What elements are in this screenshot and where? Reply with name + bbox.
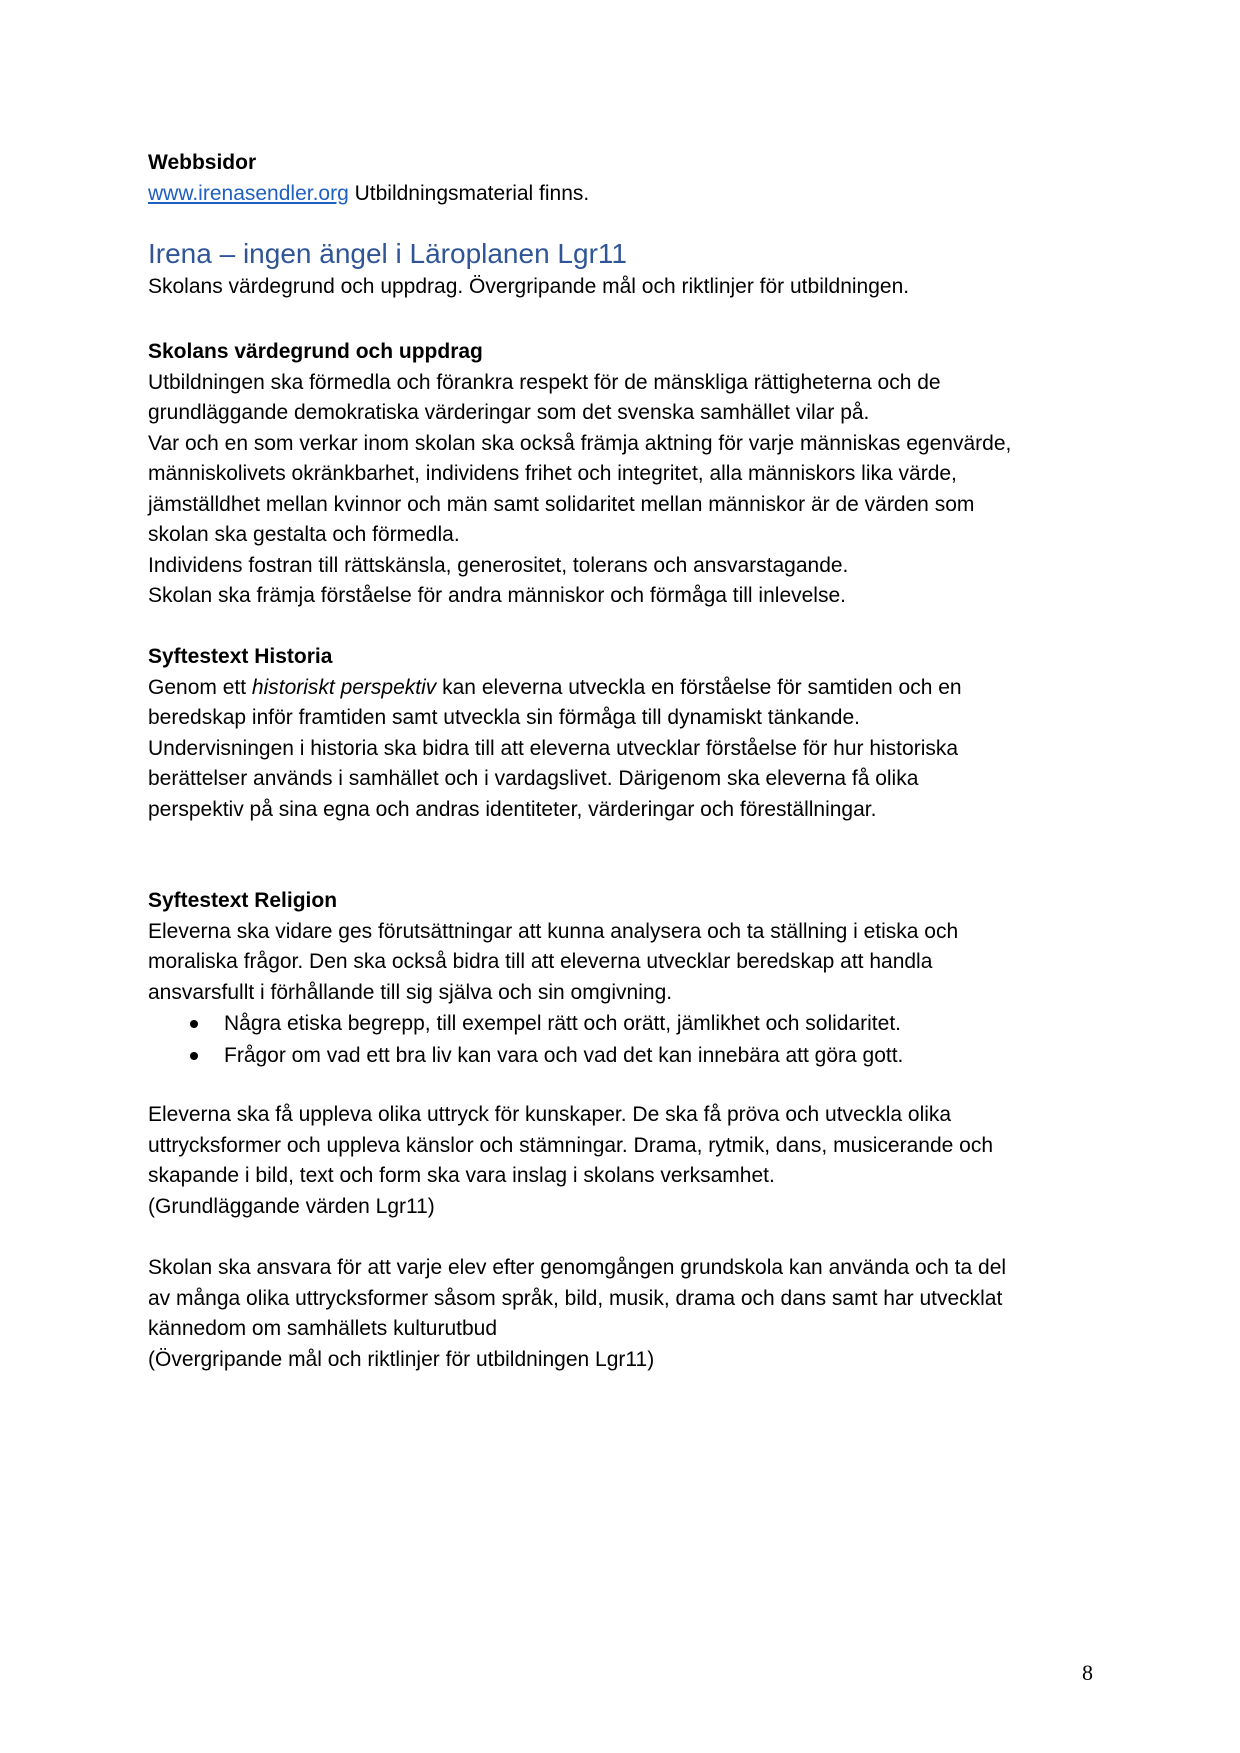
bullet-text: Några etiska begrepp, till exempel rätt och orätt, jämlikhet och solidaritet. xyxy=(224,1012,901,1035)
uttryck-line: Eleverna ska få uppleva olika uttryck för kunskaper. De ska få pröva och utveckla olika xyxy=(148,1103,952,1126)
intro-line: Skolans värdegrund och uppdrag. Övergripande mål och riktlinjer för utbildningen. xyxy=(148,275,910,298)
bullet-icon xyxy=(190,1052,198,1060)
uttryck-line: uttrycksformer och uppleva känslor och stämningar. Drama, rytmik, dans, musicerande och xyxy=(148,1133,994,1157)
historia-line: beredskap inför framtiden samt utveckla sin förmåga till dynamiskt tänkande. xyxy=(148,706,861,729)
vardegrund-section xyxy=(148,337,1108,612)
vardegrund-line: Individens fostran till rättskänsla, generositet, tolerans och ansvarstagande. xyxy=(148,553,849,577)
vardegrund-line: människolivets okränkbarhet, individens frihet och integritet, alla människors lika värde, xyxy=(148,462,957,485)
webbsidor-section xyxy=(148,148,1108,209)
page-number: 8 xyxy=(1082,1660,1093,1685)
historia-line1-pre: Genom ett xyxy=(148,675,252,699)
vardegrund-line: Skolan ska främja förståelse för andra människor och förmåga till inlevelse. xyxy=(148,584,846,607)
vardegrund-line: skolan ska gestalta och förmedla. xyxy=(148,523,460,546)
historia-line xyxy=(148,673,1108,704)
religion-section xyxy=(148,886,1108,1072)
webbsidor-link-suffix: Utbildningsmaterial finns. xyxy=(348,181,590,205)
irenasendler-link[interactable]: www.irenasendler.org xyxy=(148,181,349,205)
ansvar-section xyxy=(148,1253,1108,1375)
list-item xyxy=(148,1040,1108,1072)
religion-line: moraliska frågor. Den ska också bidra till att eleverna utvecklar beredskap att handla xyxy=(148,950,933,973)
vardegrund-line: Utbildningen ska förmedla och förankra respekt för de mänskliga rättigheterna och de xyxy=(148,370,941,394)
religion-title: Syftestext Religion xyxy=(148,889,338,912)
uttryck-line: skapande i bild, text och form ska vara inslag i skolans verksamhet. xyxy=(148,1164,775,1187)
vardegrund-line: jämställdhet mellan kvinnor och män samt solidaritet mellan människor är de värden som xyxy=(148,492,975,516)
bullet-icon xyxy=(190,1020,198,1028)
uttryck-citation: (Grundläggande värden Lgr11) xyxy=(148,1194,435,1218)
historia-line1-post: kan eleverna utveckla en förståelse för samtiden och en xyxy=(436,675,962,699)
ansvar-line: kännedom om samhällets kulturutbud xyxy=(148,1317,498,1340)
ansvar-line: Skolan ska ansvara för att varje elev efter genomgången grundskola kan använda och ta del xyxy=(148,1256,1007,1279)
lgr11-section xyxy=(148,236,1108,303)
vardegrund-line: Var och en som verkar inom skolan ska också främja aktning för varje människas egenvärde, xyxy=(148,431,1012,455)
historia-italic-phrase: historiskt perspektiv xyxy=(251,675,437,699)
historia-line: Undervisningen i historia ska bidra till att eleverna utvecklar förståelse för hur historiska xyxy=(148,736,959,760)
vardegrund-title: Skolans värdegrund och uppdrag xyxy=(148,340,483,363)
historia-section xyxy=(148,642,1108,825)
list-item xyxy=(148,1008,1108,1040)
historia-title: Syftestext Historia xyxy=(148,645,333,668)
webbsidor-title: Webbsidor xyxy=(148,151,257,174)
bullet-text: Frågor om vad ett bra liv kan vara och vad det kan innebära att göra gott. xyxy=(224,1044,904,1067)
section-heading: Irena – ingen ängel i Läroplanen Lgr11 xyxy=(148,238,627,269)
religion-line: Eleverna ska vidare ges förutsättningar att kunna analysera och ta ställning i etiska och xyxy=(148,919,959,943)
ansvar-line: av många olika uttrycksformer såsom språk, bild, musik, drama och dans samt har utvecklat xyxy=(148,1286,1003,1310)
historia-line: perspektiv på sina egna och andras identiteter, värderingar och föreställningar. xyxy=(148,797,877,821)
webbsidor-line xyxy=(148,179,1108,210)
vardegrund-line: grundläggande demokratiska värderingar som det svenska samhället vilar på. xyxy=(148,401,870,424)
religion-line: ansvarsfullt i förhållande till sig själva och sin omgivning. xyxy=(148,980,673,1004)
ansvar-citation: (Övergripande mål och riktlinjer för utbildningen Lgr11) xyxy=(148,1347,655,1371)
historia-line: berättelser används i samhället och i vardagslivet. Därigenom ska eleverna få olika xyxy=(148,767,919,790)
religion-bullet-list xyxy=(148,1008,1108,1072)
uttryck-section xyxy=(148,1100,1108,1222)
